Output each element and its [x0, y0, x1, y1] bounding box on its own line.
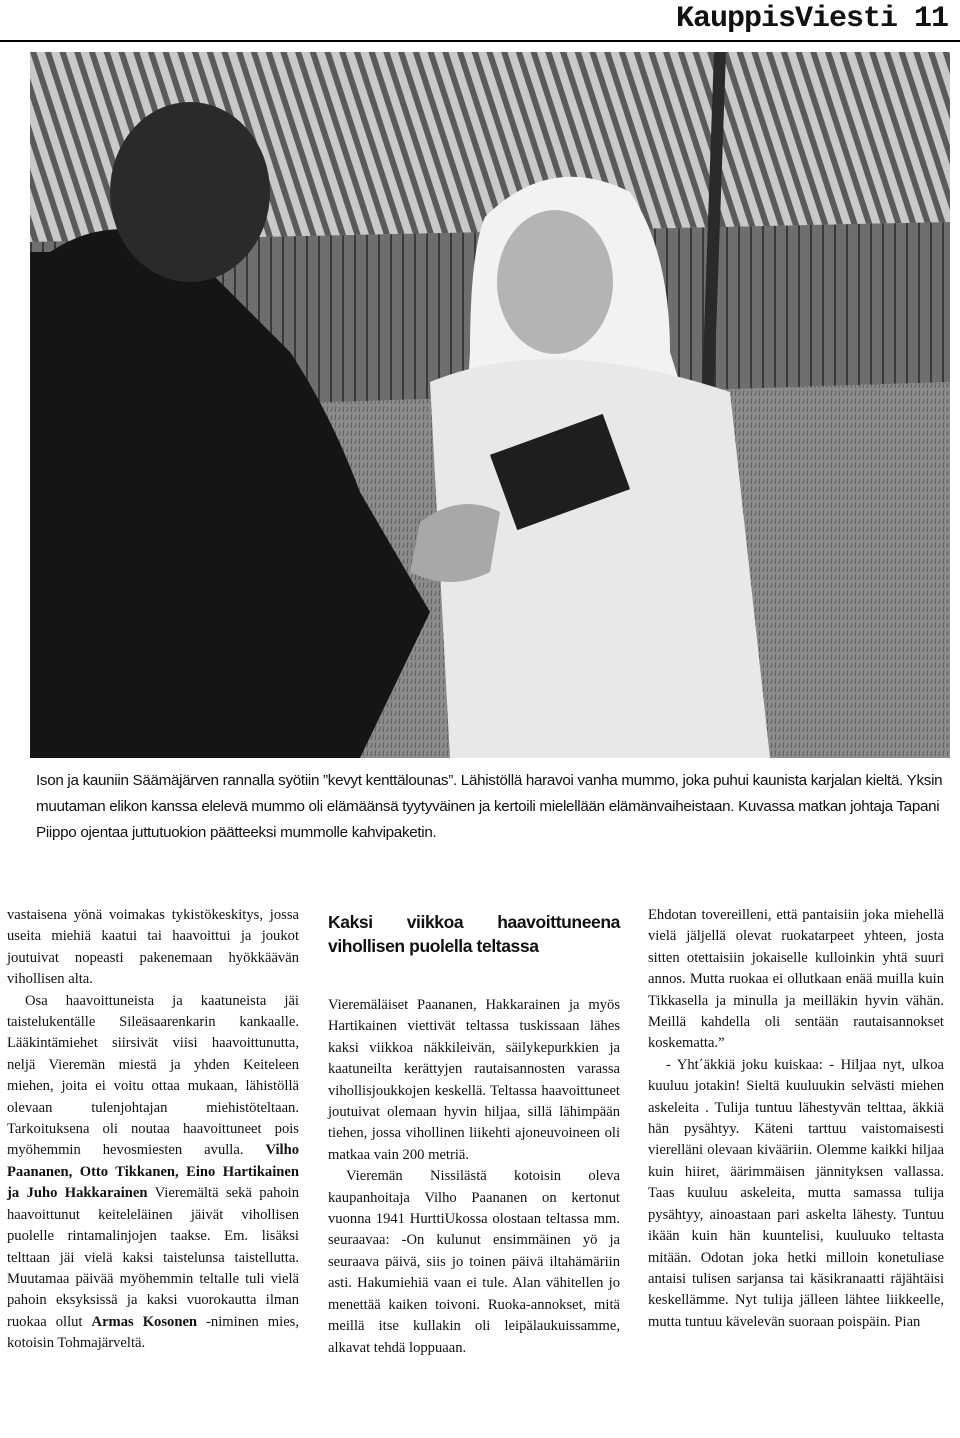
name-bold: Armas Kosonen [91, 1313, 198, 1330]
masthead [0, 0, 960, 44]
names-bold: Vilho Paananen, Otto Tikkanen, Eino Hartikainen ja Juho Hakkarainen [7, 1142, 299, 1202]
masthead-rule [0, 40, 960, 42]
paragraph: - Yht´äkkiä joku kuiskaa: - Hiljaa nyt, ulkoa kuuluu jotakin! Sieltä kuuluukin selvästi miehen askeleita . Tulija tuntuu lähestyvän telttaa, äkkiä hän pysähtyy. Käteni tarttuu vaistomaisesti vierelläni olevaan kivääriin. Olemme kaikki hiljaa kuin hiiret, äärimmäisen jännityksen vallassa. Taas kuuluu askeleita, mutta samassa tulija pysähtyy, ainoastaan pari askelta lähesty. Tuntuu ikään kuin hän kuuntelisi, kuuluuko teltasta mitään. Odotan joka hetki milloin konetuliase antaisi tulisen sarjansa tai käsikranaatti räjähtäisi keskellämme. Nyt tulija jälleen lähtee liikkeelle, mutta tuntuu kävelevän suoraan poispäin. Pian [648, 1056, 944, 1330]
paragraph: Vieremäläiset Paananen, Hakkarainen ja myös Hartikainen viettivät teltassa tuskissaan lähes kaksi viikkoa näkkileivän, säilykepurkkien ja kaatuneilta kerättyjen rautaisannosten varassa vihollisjoukkojen keskellä. Teltassa haavoittuneet joutuivat olemaan hyvin hiljaa, sillä lähimpään tiehen, jossa vihollinen liikehti ajoneuvoineen oli matkaa vain 200 metriä. [328, 997, 620, 1163]
woman-face [497, 210, 613, 354]
paragraph: Vieremän Nissilästä kotoisin oleva kaupanhoitaja Vilho Paananen on kertonut vuonna 1941 HurttiUkossa olostaan teltassa mm. seuraavaa: -On kulunut ensimmäinen yö ja seuraava päivä, siis jo toinen päivä iltahämäriin asti. Hakumiehiä vaan ei tule. Alan vähitellen jo menettää kaiken toivoni. Ruoka-annokset, mitä meillä itse kullakin oli leipälaukuissamme, alkavat tehdä loppuaan. [328, 1168, 620, 1356]
man-head [110, 102, 270, 282]
paragraph-text: -niminen mies, kotoisin Tohmajärveltä. [7, 1313, 299, 1352]
column-body [328, 995, 620, 1359]
paragraph-text: Osa haavoittuneista ja kaatuneista jäi taistelukentälle Sileäsaarenkarin kankaalle. Lääkintämiehet siirsivät viisi haavoittunutta, neljä Vieremän miestä ja yhden Keiteleen miehen, joita ei voitu ottaa mukaan, lähistöllä olevaan tulenjohtajan miehistöteltaan. Tarkoituksena oli noutaa haavoittuneet pois myöhemmin hevosmiesten avulla. [7, 992, 299, 1159]
paragraph-text: Vieremältä sekä pahoin haavoittunut keiteleläinen jäivät vihollisen puolelle rintamalinjojen taakse. Em. lisäksi telttaan jäi vielä kaksi taistelunsa taistellutta. Muutamaa päivää myöhemmin teltalle tuli vielä pahoin eksyksissä ja kaksi vuorokautta ilman ruokaa ollut [7, 1185, 300, 1330]
article-column-2 [328, 905, 620, 1356]
photo-illustration [30, 52, 950, 758]
section-headline: Kaksi viikkoa haavoittuneena vihollisen puolella teltassa [328, 912, 620, 956]
paragraph [7, 991, 299, 1355]
article-column-1 [7, 905, 299, 1355]
photo-caption: Ison ja kauniin Säämäjärven rannalla syötiin ”kevyt kenttälounas”. Lähistöllä haravoi vanha mummo, joka puhui kaunista karjalan kieltä. Yksin muutaman elikon kanssa elelevä mummo oli elämäänsä tyytyväinen ja kertoili mielellään elämänvaiheistaan. Kuvassa matkan johtaja Tapani Piippo ojentaa juttutuokion päätteeksi mummolle kahvipaketin. [36, 772, 943, 841]
paragraph: vastaisena yönä voimakas tykistökeskitys, jossa useita miehiä kaatui tai haavoittui ja joukot joutuivat nopeasti pakenemaan hyökkäävän vihollisen alta. [7, 907, 299, 988]
page-title: KauppisViesti 11 [675, 2, 948, 36]
news-photo [30, 52, 950, 758]
article-column-3 [648, 905, 944, 1333]
paragraph: Ehdotan tovereilleni, että pantaisiin joka miehellä vielä jäljellä olevat ruokatarpeet yhteen, josta sitten otettaisiin jokaiselle kulloinkin yhtä suuri annos. Mutta ruokaa ei ollutkaan enää muilla kuin Tikkasella ja minulla ja meilläkin hyvin vähän. Meillä kahdella oli sentään rautaisannokset koskematta.” [648, 907, 944, 1052]
